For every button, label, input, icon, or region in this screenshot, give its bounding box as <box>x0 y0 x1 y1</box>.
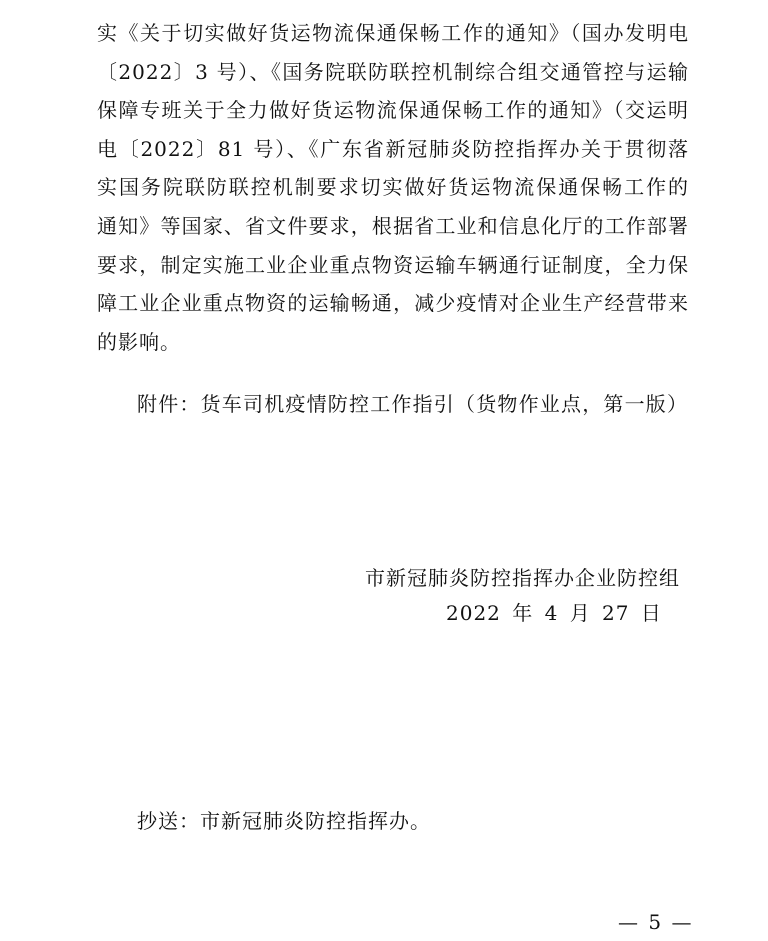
signer: 市新冠肺炎防控指挥办企业防控组 <box>365 566 680 590</box>
body-line: 保障专班关于全力做好货运物流保通保畅工作的通知》（交运明 <box>97 98 689 123</box>
body-line: 障工业企业重点物资的运输畅通，减少疫情对企业生产经营带来 <box>97 291 689 316</box>
body-line: 通知》等国家、省文件要求，根据省工业和信息化厅的工作部署 <box>97 213 689 238</box>
cc-line: 抄送：市新冠肺炎防控指挥办。 <box>137 809 431 833</box>
body-line: 电〔2022〕81 号）、《广东省新冠肺炎防控指挥办关于贯彻落 <box>97 136 689 161</box>
body-line: 实《关于切实做好货运物流保通保畅工作的通知》（国办发明电 <box>97 21 689 45</box>
body-line: 实国务院联防联控机制要求切实做好货运物流保通保畅工作的 <box>97 175 689 200</box>
issue-date: 2022 年 4 月 27 日 <box>446 601 662 625</box>
body-line: 要求，制定实施工业企业重点物资运输车辆通行证制度，全力保 <box>97 252 689 277</box>
body-paragraph <box>97 14 689 361</box>
body-line: 的影响。 <box>97 329 181 354</box>
page-number: — 5 — <box>618 910 694 934</box>
body-line: 〔2022〕3 号）、《国务院联防联控机制综合组交通管控与运输 <box>97 59 689 84</box>
attachment-note: 附件：货车司机疫情防控工作指引（货物作业点，第一版） <box>137 392 689 416</box>
